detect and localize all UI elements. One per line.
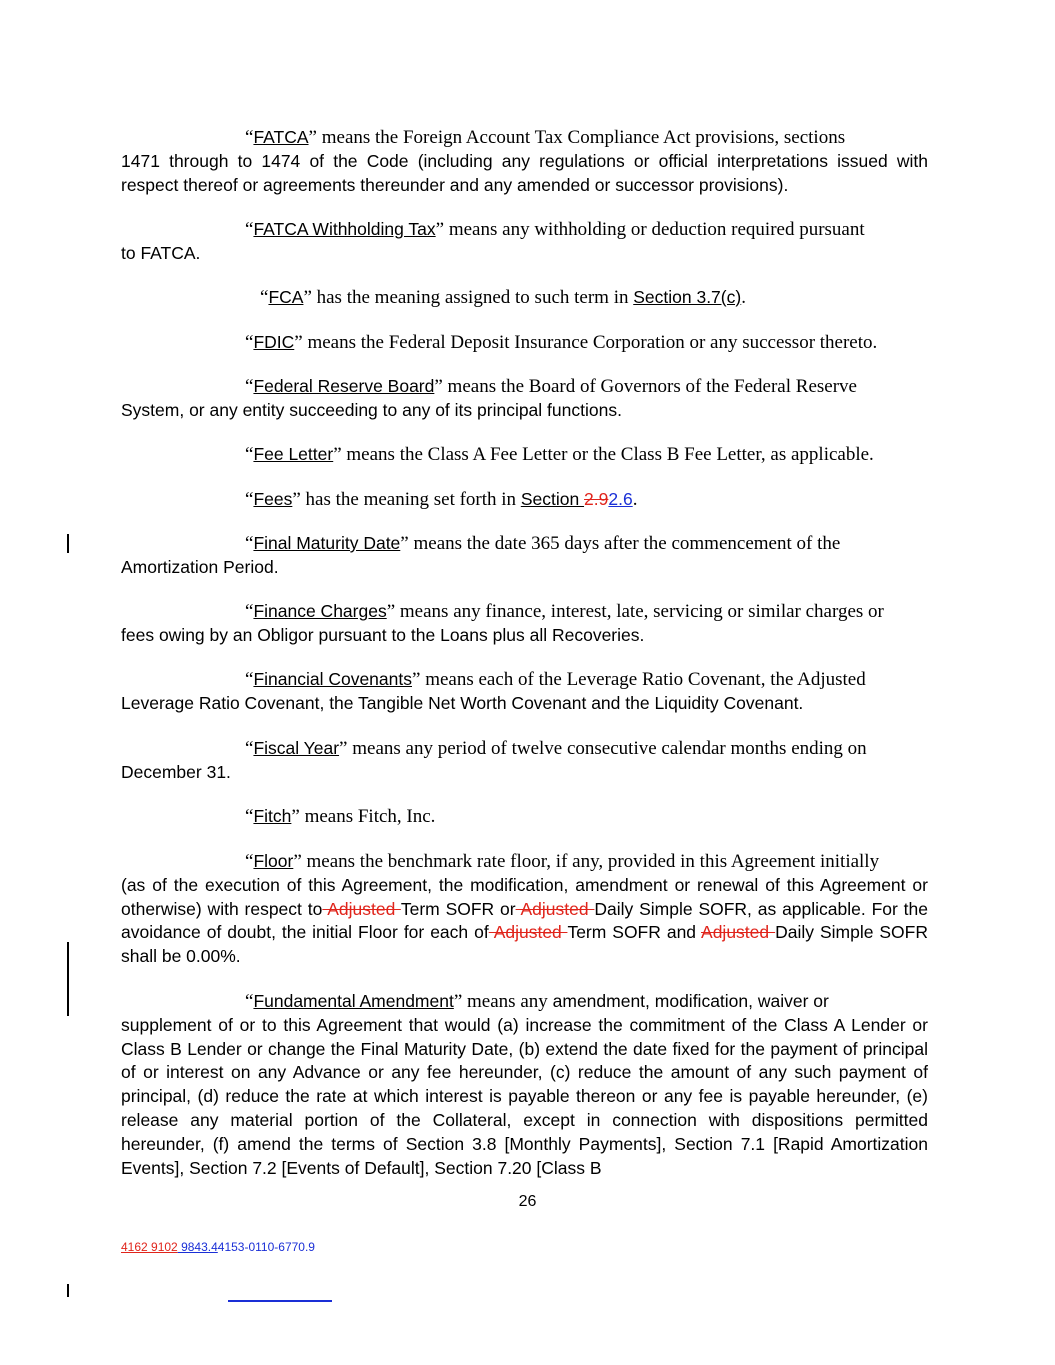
definition-text: has the meaning assigned to such term in	[311, 287, 634, 308]
definition-text: means any	[462, 991, 548, 1012]
definition-continuation: (as of the execution of this Agreement, the modification, amendment or renewal of this Agreement or otherwise) with respect to	[121, 874, 928, 919]
footer-rule	[228, 1300, 332, 1302]
deleted-text: Adjusted	[322, 898, 401, 919]
definition-fees	[121, 488, 928, 512]
close-quote: ”	[412, 669, 421, 690]
change-bar	[67, 1284, 69, 1297]
definition-fundamental-amendment	[121, 990, 928, 1180]
definition-continuation: fees owing by an Obligor pursuant to the Loans plus all Recoveries.	[121, 624, 645, 645]
open-quote: “	[245, 127, 254, 148]
definition-continuation: to FATCA.	[121, 242, 201, 263]
open-quote: “	[245, 991, 254, 1012]
definition-fdic	[121, 331, 928, 355]
definition-text: has the meaning set forth in	[300, 489, 521, 510]
close-quote: ”	[453, 991, 463, 1012]
defined-term: FDIC	[253, 332, 295, 352]
definition-fee-letter	[121, 443, 928, 467]
close-quote: ”	[293, 851, 302, 872]
definition-text: means Fitch, Inc.	[299, 806, 436, 827]
close-quote: ”	[400, 533, 409, 554]
close-quote: ”	[386, 601, 396, 622]
open-quote: “	[245, 332, 254, 353]
defined-term: Federal Reserve Board	[253, 376, 435, 396]
definition-fitch	[121, 805, 928, 829]
document-id-inserted: 9843.4	[177, 1240, 218, 1254]
definition-continuation: Term SOFR or	[400, 898, 516, 919]
close-quote: ”	[294, 332, 303, 353]
open-quote: “	[245, 738, 254, 759]
definition-continuation: Leverage Ratio Covenant, the Tangible Net Worth Covenant and the Liquidity Covenant.	[121, 692, 804, 713]
defined-term: FATCA	[253, 127, 309, 147]
close-quote: ”	[292, 489, 301, 510]
close-quote: ”	[308, 127, 317, 148]
definition-fatca-withholding-tax	[121, 218, 928, 266]
change-bar	[67, 942, 69, 1016]
definition-federal-reserve-board	[121, 375, 928, 423]
definition-text: means any withholding or deduction required pursuant	[444, 219, 865, 240]
period: .	[632, 489, 638, 510]
definition-text: means each of the Leverage Ratio Covenant, the Adjusted	[420, 669, 866, 690]
definition-continuation: Amortization Period.	[121, 556, 279, 577]
defined-term: FATCA Withholding Tax	[253, 219, 436, 239]
defined-term: Floor	[253, 851, 294, 871]
defined-term: Final Maturity Date	[253, 533, 401, 553]
definition-text: means the date 365 days after the commencement of the	[408, 533, 841, 554]
close-quote: ”	[435, 219, 445, 240]
definition-floor	[121, 850, 928, 969]
document-id-deleted: 4162 9102	[121, 1240, 178, 1254]
close-quote: ”	[291, 806, 300, 827]
definition-text: means any period of twelve consecutive calendar months ending on	[347, 738, 867, 759]
open-quote: “	[260, 287, 269, 308]
defined-term: Fee Letter	[253, 444, 334, 464]
defined-term: Finance Charges	[253, 601, 387, 621]
definition-text: means the Class A Fee Letter or the Class B Fee Letter, as applicable.	[341, 444, 874, 465]
definition-continuation: Daily Simple SOFR shall be 0.00%.	[121, 922, 928, 967]
open-quote: “	[245, 489, 254, 510]
definition-continuation: Daily Simple SOFR, as applicable. For the avoidance of doubt, the initial Floor for each of	[121, 898, 928, 943]
open-quote: “	[245, 669, 254, 690]
open-quote: “	[245, 806, 254, 827]
definition-final-maturity-date	[121, 532, 928, 580]
deleted-text: 2.9	[584, 489, 609, 509]
open-quote: “	[245, 533, 254, 554]
definition-fatca	[121, 126, 928, 197]
change-bar	[67, 534, 69, 553]
definition-text: means the Foreign Account Tax Compliance Act provisions, sections	[316, 127, 846, 148]
page-number: 26	[518, 1193, 537, 1210]
open-quote: “	[245, 444, 254, 465]
definition-continuation: System, or any entity succeeding to any of its principal functions.	[121, 399, 622, 420]
close-quote: ”	[434, 376, 443, 397]
definition-finance-charges	[121, 600, 928, 648]
document-id-rest: 4153-0110-6770.9	[217, 1240, 315, 1254]
open-quote: “	[245, 601, 254, 622]
definition-fiscal-year	[121, 737, 928, 785]
definition-text: means any finance, interest, late, servicing or similar charges or	[395, 601, 884, 622]
definition-continuation: Term SOFR and	[567, 922, 702, 943]
definition-continuation: amendment, modification, waiver or	[547, 991, 829, 1011]
document-id	[121, 1240, 315, 1254]
deleted-text: Adjusted	[701, 922, 776, 943]
deleted-text: Adjusted	[488, 922, 568, 943]
defined-term: Fundamental Amendment	[253, 991, 454, 1011]
open-quote: “	[245, 219, 254, 240]
defined-term: Fiscal Year	[253, 738, 340, 758]
definition-continuation: December 31.	[121, 761, 231, 782]
inserted-text: 2.6	[608, 489, 633, 509]
deleted-text: Adjusted	[515, 898, 595, 919]
defined-term: Fees	[253, 489, 293, 509]
defined-term: FCA	[268, 287, 304, 307]
period: .	[741, 287, 746, 308]
definition-text: means the benchmark rate floor, if any, provided in this Agreement initially	[301, 851, 880, 872]
defined-term: Financial Covenants	[253, 669, 412, 689]
definition-fca	[260, 286, 960, 310]
close-quote: ”	[303, 287, 312, 308]
close-quote: ”	[339, 738, 348, 759]
definition-continuation: supplement of or to this Agreement that would (a) increase the commitment of the Class A Lender or Class B Lender or change the Final Maturity Date, (b) extend the date fixed for the payment of principal of or interest on any Advance or any fee hereunder, (c) reduce the amount of any such payment of principal, (d) reduce the rate at which interest is payable thereon or any fee is payable hereunder, (e) release any material portion of the Collateral, except in connection with dispositions permitted hereunder, (f) amend the terms of Section 3.8 [Monthly Payments], Section 7.1 [Rapid Amortization Events], Section 7.2 [Events of Default], Section 7.20 [Class B	[121, 1014, 928, 1178]
definition-text: means the Federal Deposit Insurance Corporation or any successor thereto.	[302, 332, 878, 353]
close-quote: ”	[333, 444, 342, 465]
section-reference: Section	[520, 489, 585, 509]
section-reference: Section 3.7(c)	[633, 287, 742, 307]
open-quote: “	[245, 376, 254, 397]
open-quote: “	[245, 851, 254, 872]
definition-financial-covenants	[121, 668, 928, 716]
defined-term: Fitch	[253, 806, 292, 826]
definition-text: means the Board of Governors of the Federal Reserve	[442, 376, 857, 397]
definition-continuation: 1471 through to 1474 of the Code (including any regulations or official interpretations issued with respect thereof or agreements thereunder and any amended or successor provisions).	[121, 150, 928, 195]
